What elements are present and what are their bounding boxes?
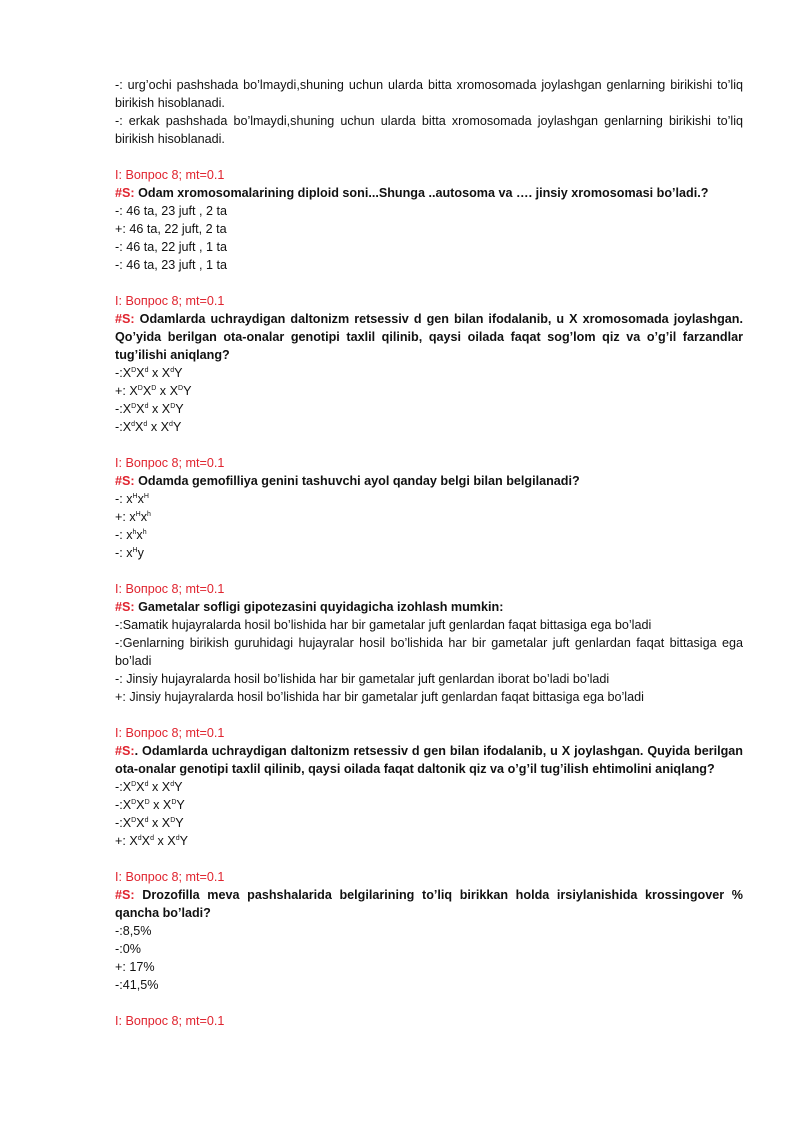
answer-option: -: 46 ta, 22 juft , 1 ta [115, 240, 228, 254]
question-text: #S: Odam xromosomalarining diploid soni...Shunga ..autosoma va …. jinsiy xromosomasi bo’ladi.? [115, 186, 709, 200]
question-tag: #S: [115, 186, 135, 200]
question-4 [115, 580, 743, 706]
question-5 [115, 724, 743, 850]
answer-option: $-:X^DX^D$ x $X^DY$ [115, 798, 185, 812]
question-header-next: I: Вопрос 8; mt=0.1 [115, 1014, 225, 1028]
document-content [115, 76, 743, 1030]
answer-option: -:Samatik hujayralarda hosil bo’lishida har bir gametalar juft genlardan faqat bittasiga ega bo’ladi [115, 618, 652, 632]
question-tag: #S: [115, 888, 135, 902]
question-header: I: Вопрос 8; mt=0.1 [115, 726, 225, 740]
question-6 [115, 868, 743, 994]
question-text: #S:. Odamlarda uchraydigan daltonizm retsessiv d gen bilan ifodalanib, u X joylashgan. Quyida berilgan ota-onalar genotipi taxlil qilinib, qaysi oilada faqat daltonik qiz va o’g’il tug’ilish ehtimolini aniqlang? [115, 744, 743, 776]
answer-option: +: $x^Hx^h$ [115, 510, 151, 524]
question-header: I: Вопрос 8; mt=0.1 [115, 168, 225, 182]
intro-option-2: -: erkak pashshada bo’lmaydi,shuning uchun ularda bitta xromosomada joylashgan genlarning birikishi to’liq birikish hisoblanadi. [115, 114, 743, 146]
question-tag: #S: [115, 600, 135, 614]
answer-option: +: $X^dX^d$ x $X^dY$ [115, 834, 188, 848]
answer-option: $-:X^DX^d$ x $X^DY$ [115, 402, 184, 416]
question-tag: #S: [115, 312, 135, 326]
answer-option: $-:X^DX^d$ x $X^dY$ [115, 780, 183, 794]
answer-option: -: 46 ta, 23 juft , 1 ta [115, 258, 228, 272]
answer-option: +: Jinsiy hujayralarda hosil bo’lishida har bir gametalar juft genlardan faqat bittasiga ega bo’ladi [115, 690, 644, 704]
intro-option-1: -: urg’ochi pashshada bo’lmaydi,shuning uchun ularda bitta xromosomada joylashgan genlarning birikishi to’liq birikish hisoblanadi. [115, 78, 743, 110]
answer-option: -:0% [115, 942, 141, 956]
question-header: I: Вопрос 8; mt=0.1 [115, 870, 225, 884]
answer-option: +: 46 ta, 22 juft, 2 ta [115, 222, 227, 236]
answer-option: -: $x^hx^h$ [115, 528, 147, 542]
answer-option: -:Genlarning birikish guruhidagi hujayralar hosil bo’lishida har bir gametalar juft genlardan faqat bittasiga ega bo’ladi [115, 636, 743, 668]
question-2 [115, 292, 743, 436]
question-1 [115, 166, 743, 274]
answer-option: +: $X^DX^D$ x $X^DY$ [115, 384, 192, 398]
question-text: #S: Gametalar sofligi gipotezasini quyidagicha izohlash mumkin: [115, 600, 504, 614]
answer-option: +: 17% [115, 960, 155, 974]
question-text: #S: Odamda gemofilliya genini tashuvchi ayol qanday belgi bilan belgilanadi? [115, 474, 580, 488]
answer-option: -:8,5% [115, 924, 152, 938]
question-tag: #S: [115, 744, 135, 758]
answer-option: -: $x^Hy$ [115, 546, 144, 560]
answer-option: -: 46 ta, 23 juft , 2 ta [115, 204, 228, 218]
question-header: I: Вопрос 8; mt=0.1 [115, 294, 225, 308]
question-tag: #S: [115, 474, 135, 488]
answer-option: -: $x^Hx^H$ [115, 492, 149, 506]
answer-option: -:41,5% [115, 978, 159, 992]
answer-option: -: Jinsiy hujayralarda hosil bo’lishida har bir gametalar juft genlardan iborat bo’ladi bo’ladi [115, 672, 610, 686]
question-text: #S: Odamlarda uchraydigan daltonizm retsessiv d gen bilan ifodalanib, u X xromosomada joylashgan. Qo’yida berilgan ota-onalar genotipi taxlil qilinib, qaysi oilada faqat sog’lom qiz va o’g’il farzandlar tug’ilishi aniqlang? [115, 312, 743, 362]
question-text: #S: Drozofilla meva pashshalarida belgilarining to’liq birikkan holda irsiylanishida krossingover % qancha bo’ladi? [115, 888, 743, 920]
question-header: I: Вопрос 8; mt=0.1 [115, 456, 225, 470]
answer-option: $-:X^DX^d$ x $X^dY$ [115, 366, 183, 380]
question-header: I: Вопрос 8; mt=0.1 [115, 582, 225, 596]
answer-option: $-:X^DX^d$ x $X^DY$ [115, 816, 184, 830]
question-3 [115, 454, 743, 562]
answer-option: $-:X^dX^d$ x $X^dY$ [115, 420, 182, 434]
